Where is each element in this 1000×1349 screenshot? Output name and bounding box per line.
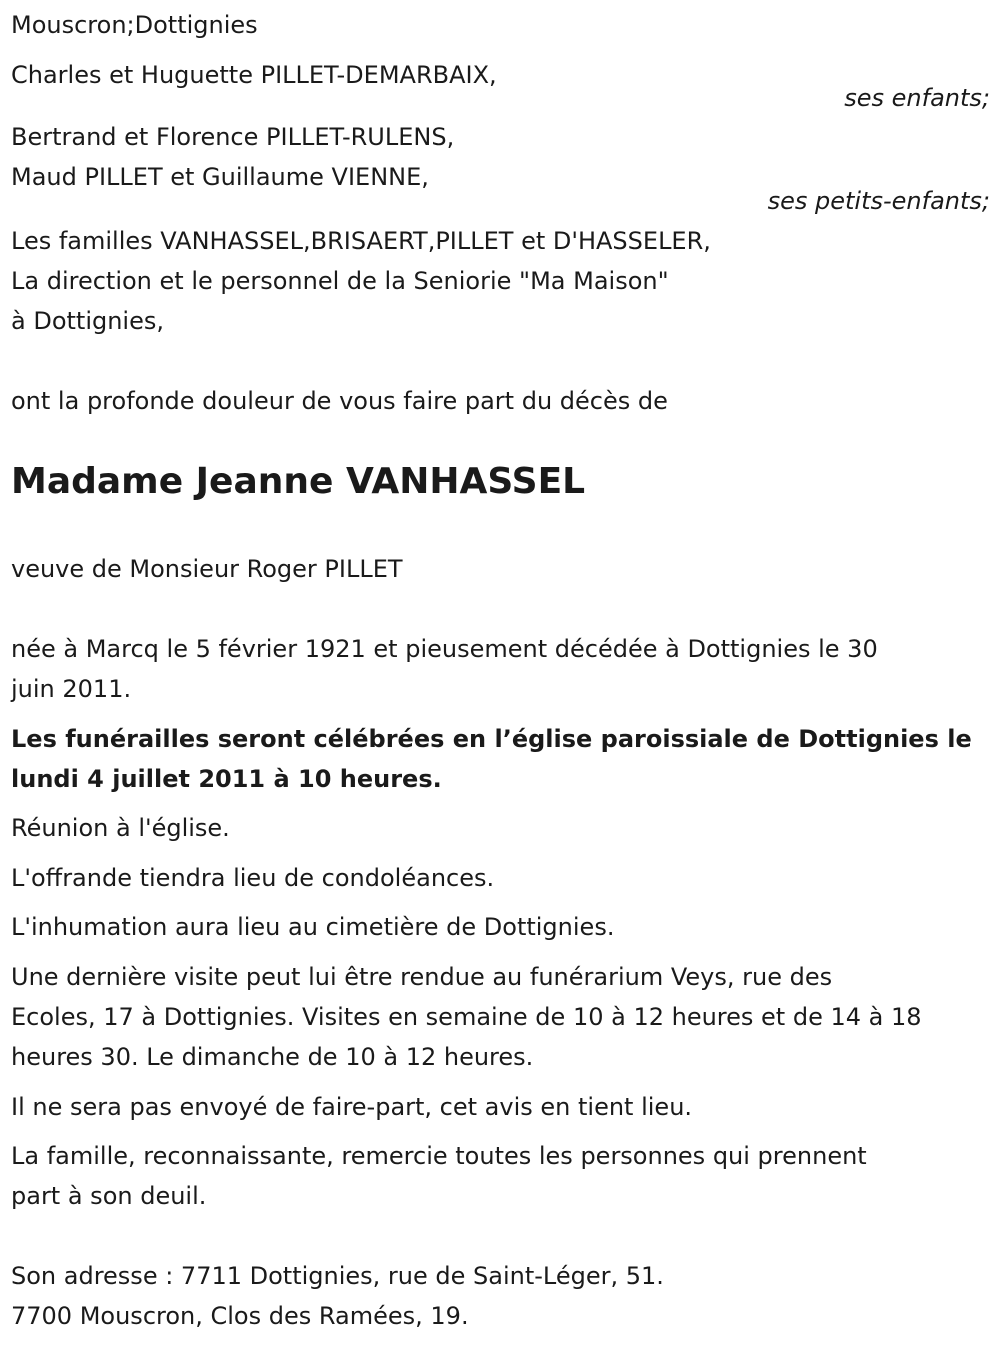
seniorie-line: La direction et le personnel de la Seniorie "Ma Maison" [11,267,669,295]
widow-of-line: veuve de Monsieur Roger PILLET [11,555,403,583]
reunion-note: Réunion à l'église. [11,814,230,842]
announcement-text: ont la profonde douleur de vous faire part du décès de [11,387,668,415]
grandchildren-name-2: Maud PILLET et Guillaume VIENNE, [11,163,429,191]
address-line-2: 7700 Mouscron, Clos des Ramées, 19. [11,1302,469,1330]
location-line: Mouscron;Dottignies [11,11,258,39]
address-line-1: Son adresse : 7711 Dottignies, rue de Saint-Léger, 51. [11,1262,664,1290]
faire-part-note: Il ne sera pas envoyé de faire-part, cet avis en tient lieu. [11,1093,693,1121]
birth-death-line-1: née à Marcq le 5 février 1921 et pieusement décédée à Dottignies le 30 [11,635,878,663]
funeral-line-2: lundi 4 juillet 2011 à 10 heures. [11,765,442,793]
offrande-note: L'offrande tiendra lieu de condoléances. [11,864,495,892]
children-names: Charles et Huguette PILLET-DEMARBAIX, [11,61,497,89]
deceased-name: Madame Jeanne VANHASSEL [11,461,586,502]
seniorie-location-line: à Dottignies, [11,307,164,335]
thanks-line-1: La famille, reconnaissante, remercie toutes les personnes qui prennent [11,1142,867,1170]
visit-line-2: Ecoles, 17 à Dottignies. Visites en semaine de 10 à 12 heures et de 14 à 18 [11,1003,922,1031]
children-label: ses enfants; [844,84,990,112]
visit-line-3: heures 30. Le dimanche de 10 à 12 heures. [11,1043,534,1071]
families-line: Les familles VANHASSEL,BRISAERT,PILLET et D'HASSELER, [11,227,711,255]
funeral-line-1: Les funérailles seront célébrées en l’église paroissiale de Dottignies le [11,725,972,753]
grandchildren-name-1: Bertrand et Florence PILLET-RULENS, [11,123,455,151]
birth-death-line-2: juin 2011. [11,675,132,703]
thanks-line-2: part à son deuil. [11,1182,207,1210]
visit-line-1: Une dernière visite peut lui être rendue au funérarium Veys, rue des [11,963,833,991]
grandchildren-label: ses petits-enfants; [767,187,990,215]
inhumation-note: L'inhumation aura lieu au cimetière de Dottignies. [11,913,615,941]
